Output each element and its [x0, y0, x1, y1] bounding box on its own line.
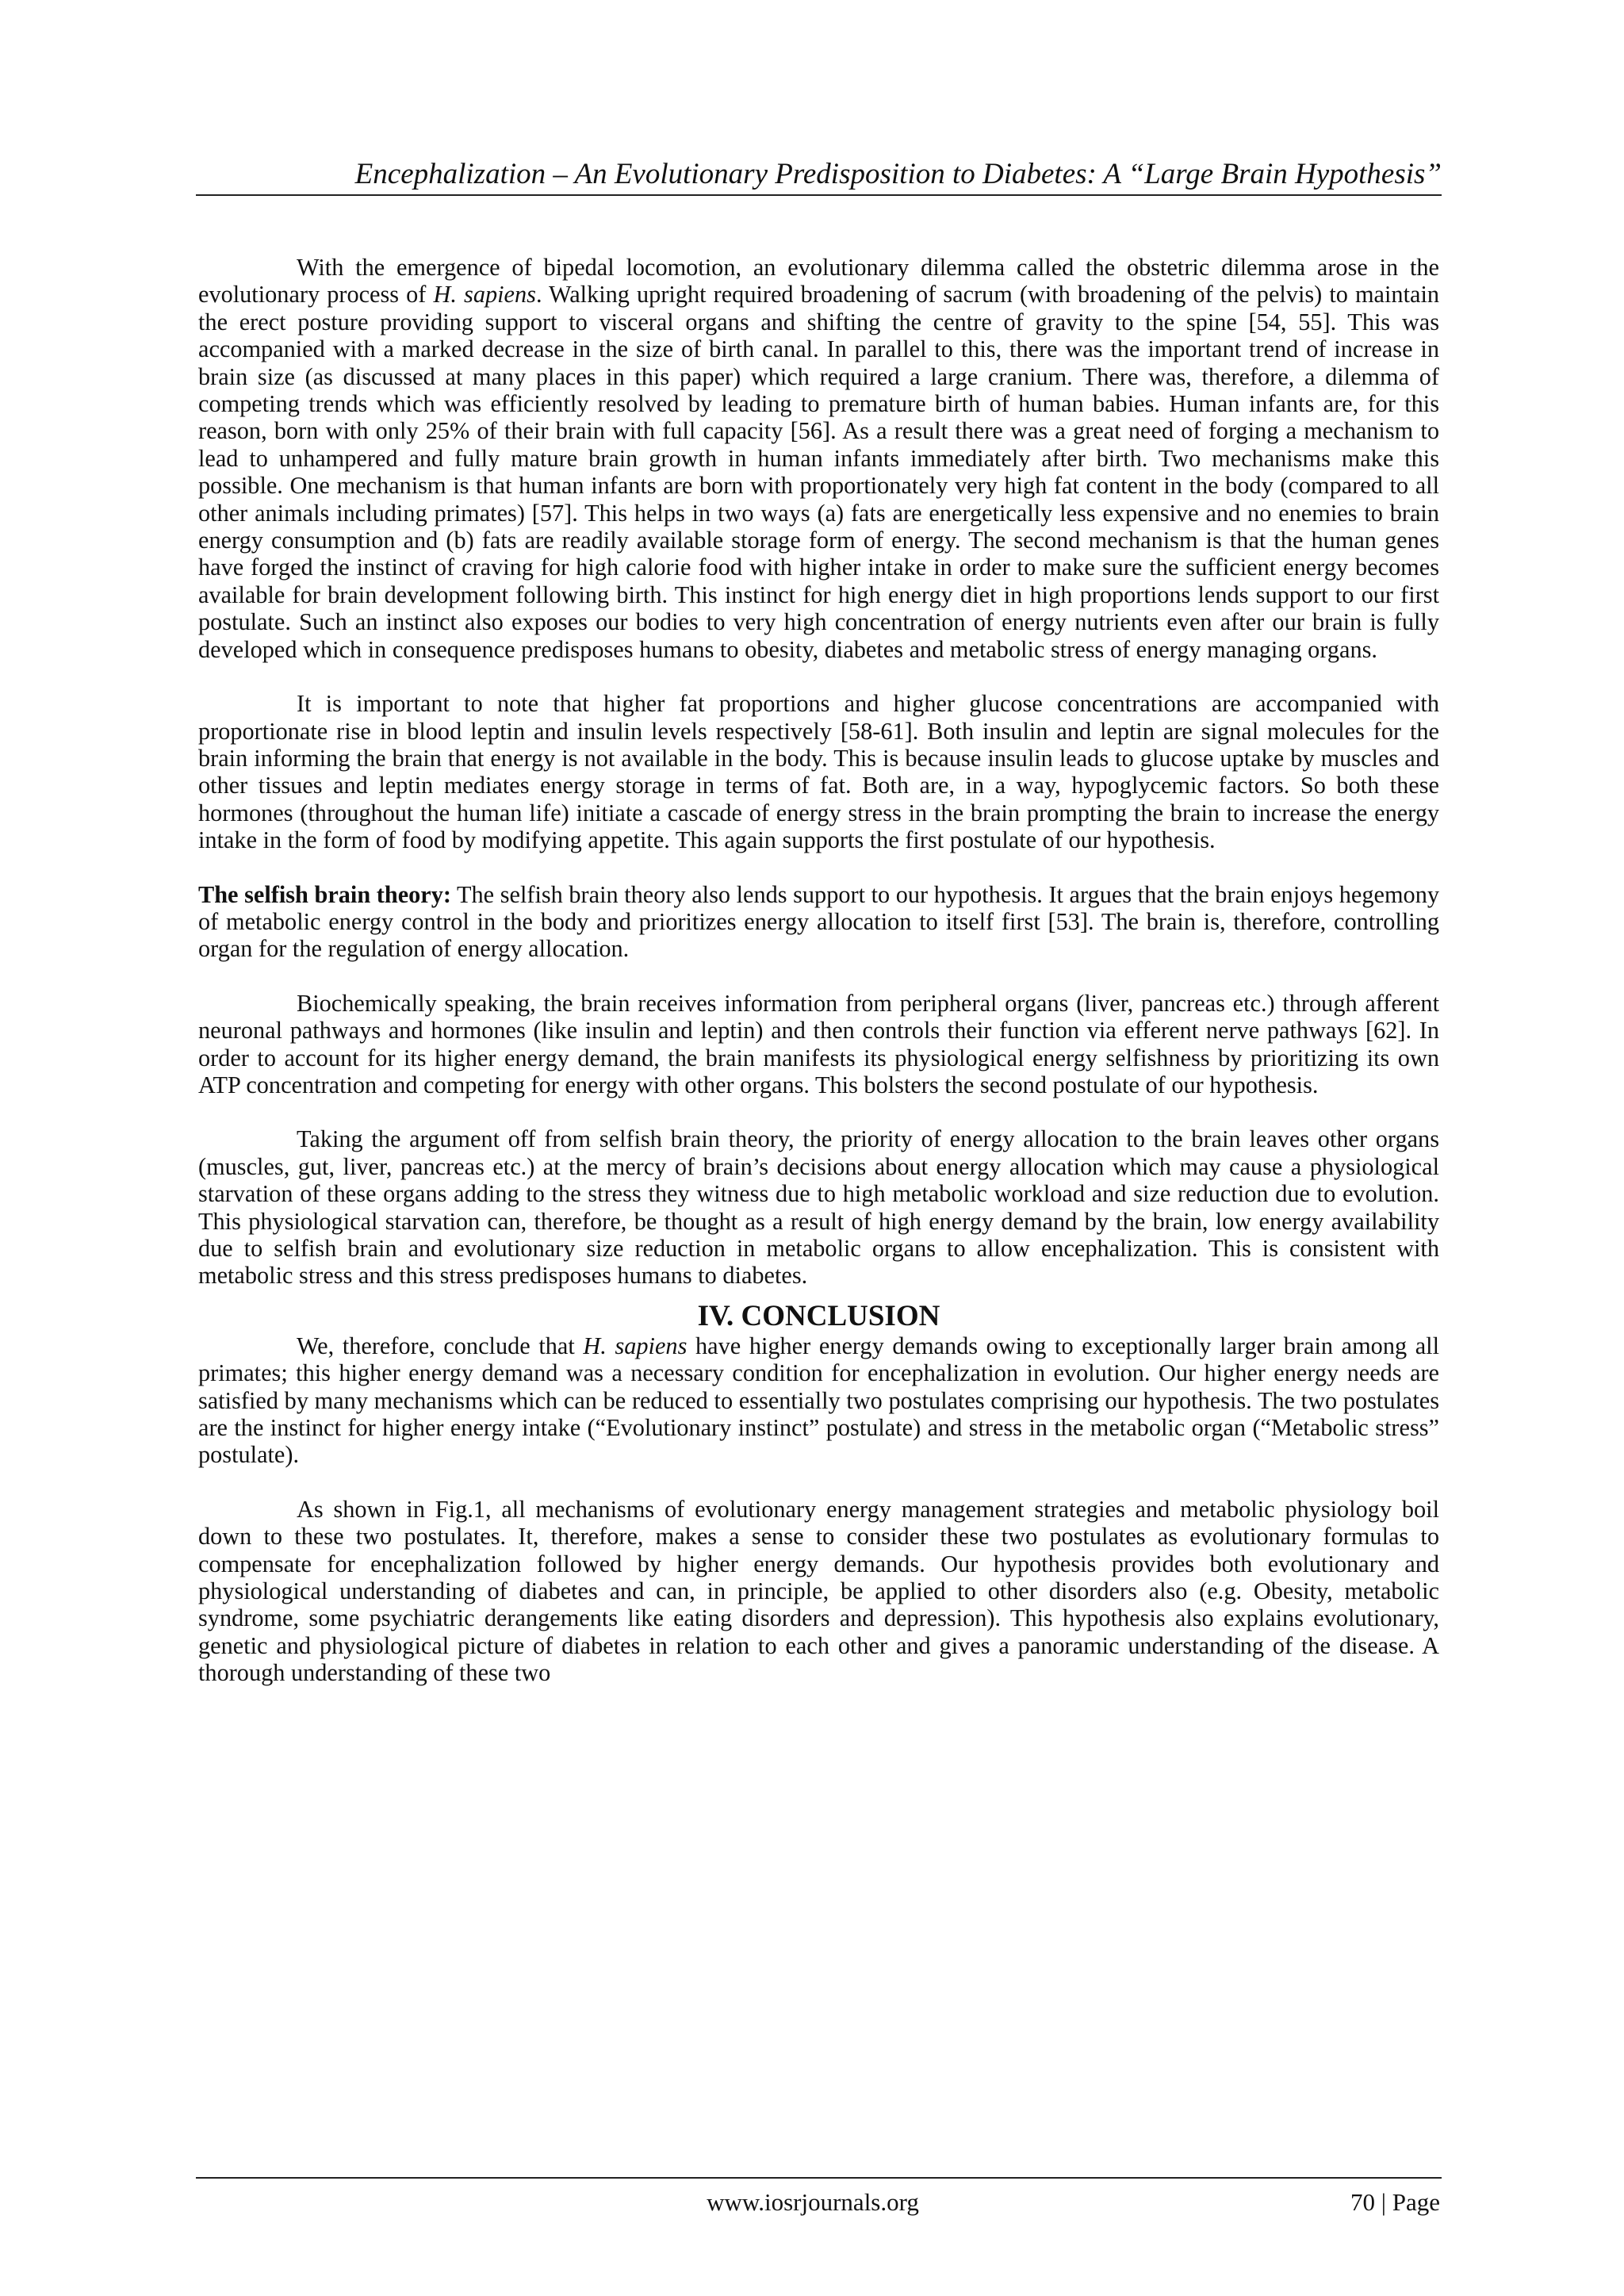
species-name: H. sapiens [433, 281, 536, 309]
paragraph-text: The selfish brain theory also lends support to our hypothesis. It argues that the brain enjoys hegemony of metabolic energy control in the body and prioritizes energy allocation to itself first [53]. The brain is, therefore, controlling organ for the regulation of energy allocation. [198, 880, 1439, 963]
paragraph-biochemical: Biochemically speaking, the brain receives information from peripheral organs (liver, pancreas etc.) through afferent neuronal pathways and hormones (like insulin and leptin) and then controls their function via efferent nerve pathways [62]. In order to account for its higher energy demand, the brain manifests its physiological energy selfishness by prioritizing its own ATP concentration and competing for energy with other organs. This bolsters the second postulate of our hypothesis. [198, 989, 1439, 1098]
footer-journal-url: www.iosrjournals.org [707, 2188, 919, 2216]
paragraph-text: With the emergence of bipedal locomotion, an evolutionary dilemma called the obstetric dilemma arose in the evolutionary process of [198, 254, 1439, 309]
paragraph-obstetric-dilemma [198, 254, 1439, 663]
footer-page-number: 70 | Page [1350, 2188, 1440, 2216]
paragraph-text: . Walking upright required broadening of sacrum (with broadening of the pelvis) to maintain the erect posture providing support to visceral organs and shifting the centre of gravity to the spine [54, 55]. This was accompanied with a marked decrease in the size of birth canal. In parallel to this, there was the important trend of increase in brain size (as discussed at many places in this paper) which required a large cranium. There was, therefore, a dilemma of competing trends which was efficiently resolved by leading to premature birth of human babies. Human infants are, for this reason, born with only 25% of their brain with full capacity [56]. As a result there was a great need of forging a mechanism to lead to unhampered and fully mature brain growth in human infants immediately after birth. Two mechanisms make this possible. One mechanism is that human infants are born with proportionately very high fat content in the body (compared to all other animals including primates) [57]. This helps in two ways (a) fats are energetically less expensive and no enemies to brain energy consumption and (b) fats are readily available storage form of energy. The second mechanism is that the human genes have forged the instinct of craving for high calorie food with higher intake in order to make sure the sufficient energy becomes available for brain development following birth. This instinct for high energy diet in high proportions lends support to our first postulate. Such an instinct also exposes our bodies to very high concentration of energy nutrients even after our brain is fully developed which in consequence predisposes humans to obesity, diabetes and metabolic stress of energy managing organs. [198, 281, 1440, 663]
header-rule [196, 194, 1442, 196]
paragraph-selfish-brain [198, 881, 1439, 963]
paragraph-fig1-summary: As shown in Fig.1, all mechanisms of evolutionary energy management strategies and metabolic physiology boil down to these two postulates. It, therefore, makes a sense to consider these two postulates as evolutionary formulas to compensate for encephalization followed by higher energy demands. Our hypothesis provides both evolutionary and physiological understanding of diabetes and can, in principle, be applied to other disorders also (e.g. Obesity, metabolic syndrome, some psychiatric derangements like eating disorders and depression). This hypothesis also explains evolutionary, genetic and physiological picture of diabetes in relation to each other and gives a panoramic understanding of the disease. A thorough understanding of these two [198, 1495, 1439, 1687]
paragraph-conclusion [198, 1332, 1439, 1469]
paragraph-text: We, therefore, conclude that [297, 1332, 584, 1359]
paragraph-lead-in: The selfish brain theory: [198, 880, 451, 908]
paragraph-leptin-insulin: It is important to note that higher fat proportions and higher glucose concentrations are accompanied with proportionate rise in blood leptin and insulin levels respectively [58-61]. Both insulin and leptin are signal molecules for the brain informing the brain that energy is not available in the body. This is because insulin leads to glucose uptake by muscles and other tissues and leptin mediates energy storage in terms of fat. Both are, in a way, hypoglycemic factors. So both these hormones (throughout the human life) initiate a cascade of energy stress in the brain prompting the brain to increase the energy intake in the form of food by modifying appetite. This again supports the first postulate of our hypothesis. [198, 690, 1439, 854]
paragraph-starvation: Taking the argument off from selfish brain theory, the priority of energy allocation to the brain leaves other organs (muscles, gut, liver, pancreas etc.) at the mercy of brain’s decisions about energy allocation which may cause a physiological starvation of these organs adding to the stress they witness due to high metabolic workload and size reduction due to evolution. This physiological starvation can, therefore, be thought as a result of high energy demand by the brain, low energy availability due to selfish brain and evolutionary size reduction in metabolic organs to allow encephalization. This is consistent with metabolic stress and this stress predisposes humans to diabetes. [198, 1125, 1439, 1290]
footer-rule [196, 2177, 1442, 2179]
running-header: Encephalization – An Evolutionary Predisposition to Diabetes: A “Large Brain Hypothesis” [354, 158, 1442, 190]
article-body [198, 254, 1439, 1687]
section-heading-conclusion: IV. CONCLUSION [697, 1299, 940, 1332]
species-name: H. sapiens [583, 1332, 688, 1359]
paragraph-text: have higher energy demands owing to exceptionally larger brain among all primates; this higher energy demand was a necessary condition for encephalization in evolution. Our higher energy needs are satisfied by many mechanisms which can be reduced to essentially two postulates comprising our hypothesis. The two postulates are the instinct for higher energy intake (“Evolutionary instinct” postulate) and stress in the metabolic organ (“Metabolic stress” postulate). [198, 1332, 1440, 1469]
